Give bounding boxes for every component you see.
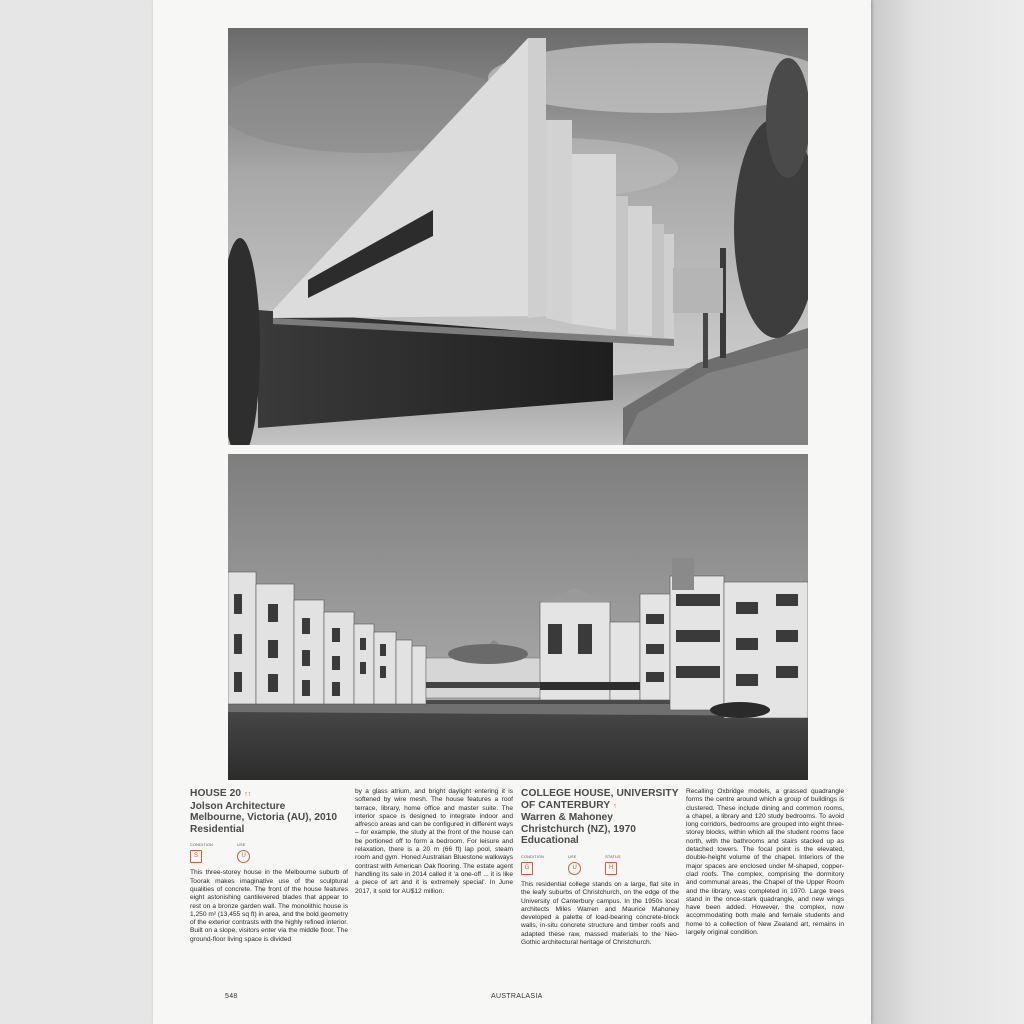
entry1-title: HOUSE 20 ↑↑: [190, 788, 252, 799]
book-page: [153, 0, 871, 1024]
entry2-body-part2: [686, 788, 844, 937]
house-20-photo: [228, 28, 808, 445]
entry1-body-part2: [355, 788, 513, 896]
condition-icon: S: [190, 850, 202, 863]
entry2-column-right: [686, 788, 844, 937]
entry2-location-year: Christchurch (NZ), 1970: [521, 823, 636, 835]
entry2-title: COLLEGE HOUSE, UNIVERSITY OF CANTERBURY ↑: [521, 788, 679, 811]
entry1-architect: Jolson Architecture: [190, 800, 286, 812]
entry1-title-mark: ↑↑: [244, 791, 252, 798]
entry2-architect: Warren & Mahoney: [521, 812, 613, 824]
use-icon: U: [568, 862, 581, 875]
entry1-use: [237, 843, 250, 863]
section-title: AUSTRALASIA: [491, 993, 543, 1000]
condition-icon: G: [521, 862, 533, 875]
adjacent-page-edge: [871, 0, 1024, 1024]
entry1-column-left: [190, 788, 348, 944]
entry1-type: Residential: [190, 823, 245, 835]
entry1-column-right: [355, 788, 513, 896]
paragraph: This three-storey house in the Melbourne suburb of Toorak makes imaginative use of the sculptural qualities of concrete. The front of the house features eight astonishing cantilevered blades that appear to rest on a bronze garden wall. The monolithic house is 1,250 m² (13,455 sq ft) in area, and the bold geometry of the exterior contrasts with the highly refined interior.: [190, 869, 348, 927]
entry2-icons: [521, 855, 679, 875]
status-icon: H: [605, 862, 617, 875]
entry2-use: [568, 855, 581, 875]
entry1-condition: [190, 843, 213, 863]
condition-label: CONDITION: [190, 843, 214, 848]
use-icon: U: [237, 850, 250, 863]
entry2-condition: [521, 855, 544, 875]
paragraph: Recalling Oxbridge models, a grassed quadrangle forms the centre around which a group of buildings is clustered. These include dining and common rooms, a chapel, a library and 120 study bedrooms. To avoid long corridors, bedrooms are grouped into eight three-storey blocks, within which all the student rooms face north, with the bathrooms and stairs stacked up as detached towers. The focal point is the elevated, double-height volume of the chapel. Interiors of the major spaces are enclosed under M-shaped, copper-clad roofs. The complex, comprising the dormitory and communal areas, the Chapel of the Upper Room and the library, was completed in 1970. Large trees stand in the once-stark quadrangle, and new wings have been added. However, the complex, now accommodating both male and female students and home to a collection of New Zealand art, remains in largely original condition.: [686, 788, 844, 937]
entry2-body-part1: [521, 881, 679, 947]
status-label: STATUS: [605, 854, 621, 859]
paragraph: This residential college stands on a large, flat site in the leafy suburbs of Christchurch, on the edge of the University of Canterbury campus. In the 1950s local architects Miles Warren and Maurice Mahoney developed a palette of load-bearing concrete-block walls, in-situ concrete structure and timber roofs and adapted these raw, massed materials to the Neo-Gothic architectural heritage of Christchurch.: [521, 880, 679, 947]
entry2-column-left: [521, 788, 679, 947]
entry1-icons: [190, 843, 348, 863]
entry1-body-part1: [190, 869, 348, 944]
college-house-photo: [228, 454, 808, 780]
entry2-status: [605, 855, 621, 875]
paragraph: Built on a slope, visitors enter via the middle floor. The ground-floor living space is divided: [190, 927, 348, 943]
entry2-title-mark: ↑: [613, 802, 617, 810]
paragraph: by a glass atrium, and bright daylight entering it is softened by wire mesh. The house features a roof terrace, library, home office and master suite. The interior space is designed to integrate indoor and alfresco areas and can be configured in different ways – for example, the study at the front of the house can be portioned off to form a bedroom. For leisure and relaxation, there is a 20 m (66 ft) lap pool, steam room and gym. Honed Australian Bluestone walkways contrast with American Oak flooring. The estate agent handling its sale in 2014 called it 'a one-off ... it is like a piece of art and it is extremely special'. In June 2017, it sold for AU$12 million.: [355, 788, 513, 895]
condition-label: CONDITION: [521, 854, 545, 859]
page-number: 548: [225, 993, 238, 1000]
entry2-type: Educational: [521, 835, 579, 847]
use-label: USE: [568, 854, 577, 859]
use-label: USE: [237, 843, 246, 848]
entry1-location-year: Melbourne, Victoria (AU), 2010: [190, 812, 338, 824]
